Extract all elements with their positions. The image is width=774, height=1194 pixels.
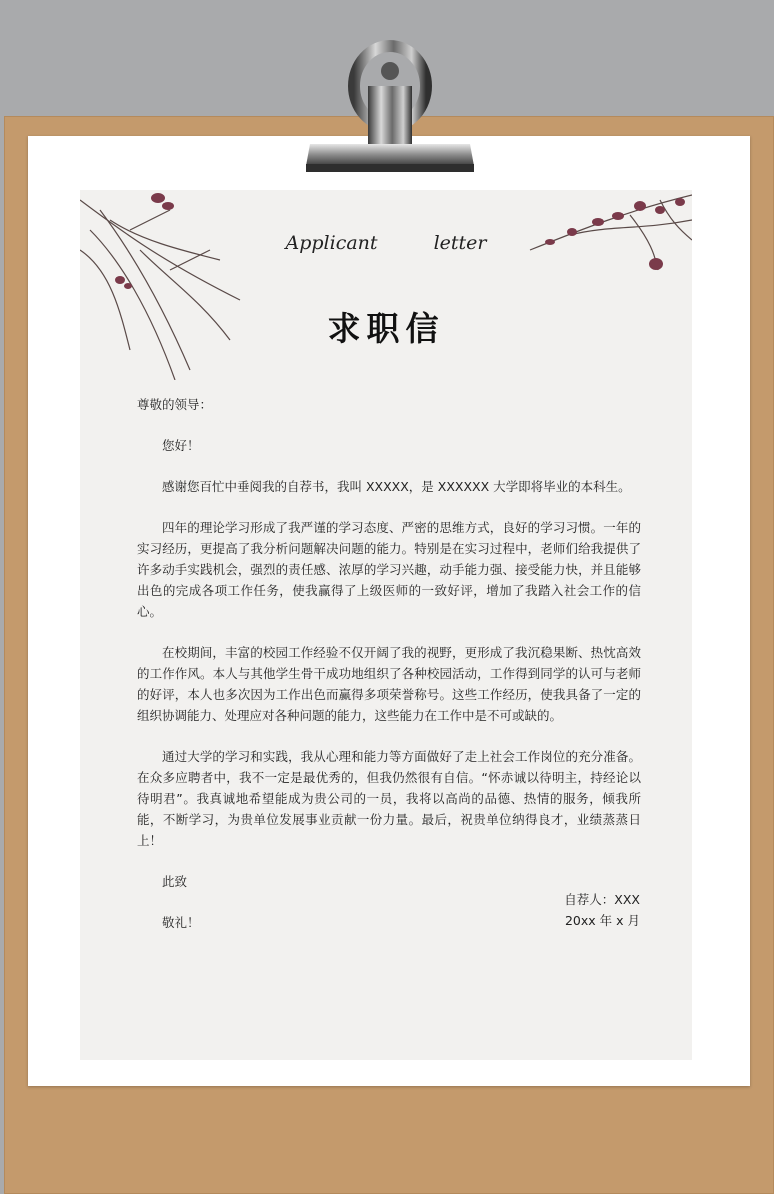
greeting: 您好！ — [162, 438, 200, 453]
signature-name: 自荐人：XXX — [564, 892, 640, 907]
page-title: 求职信 — [327, 309, 445, 348]
english-title — [80, 232, 692, 262]
branch-left-icon — [80, 190, 250, 380]
english-title-word-2: letter — [433, 232, 487, 254]
salutation: 尊敬的领导： — [137, 397, 213, 412]
closing-1: 此致 — [162, 874, 188, 889]
closing-2: 敬礼！ — [162, 915, 200, 930]
signature-date: 20xx 年 x 月 — [564, 913, 640, 928]
english-title-word-1: Applicant — [285, 232, 378, 254]
signature-block — [400, 889, 640, 931]
binder-clip-icon — [300, 26, 480, 186]
paragraph-3: 在校期间，丰富的校园工作经验不仅开阔了我的视野，更形成了我沉稳果断、热忱高效的工作作风。本人与其他学生骨干成功地组织了各种校园活动，工作得到同学的认可与老师的好评，本人也多次因为工作出色而赢得多项荣誉称号。这些工作经历，使我具备了一定的组织协调能力、处理应对各种问题的能力，这些能力在工作中是不可或缺的。 — [137, 645, 641, 723]
letter-body — [137, 394, 641, 953]
paragraph-1: 感谢您百忙中垂阅我的自荐书，我叫 XXXXX，是 XXXXXX 大学即将毕业的本科生。 — [162, 479, 631, 494]
paragraph-4: 通过大学的学习和实践，我从心理和能力等方面做好了走上社会工作岗位的充分准备。在众多应聘者中，我不一定是最优秀的，但我仍然很有自信。“怀赤诚以待明主，持经论以待明君”。我真诚地希望能成为贵公司的一员，我将以高尚的品德、热情的服务，倾我所能，不断学习，为贵单位发展事业贡献一份力量。最后，祝贵单位纳得良才，业绩蒸蒸日上！ — [137, 749, 641, 848]
paragraph-2: 四年的理论学习形成了我严谨的学习态度、严密的思维方式，良好的学习习惯。一年的实习经历，更提高了我分析问题解决问题的能力。特别是在实习过程中，老师们给我提供了许多动手实践机会，强烈的责任感、浓厚的学习兴趣，动手能力强、接受能力快，并且能够出色的完成各项工作任务，使我赢得了上级医师的一致好评，增加了我踏入社会工作的信心。 — [137, 520, 641, 619]
